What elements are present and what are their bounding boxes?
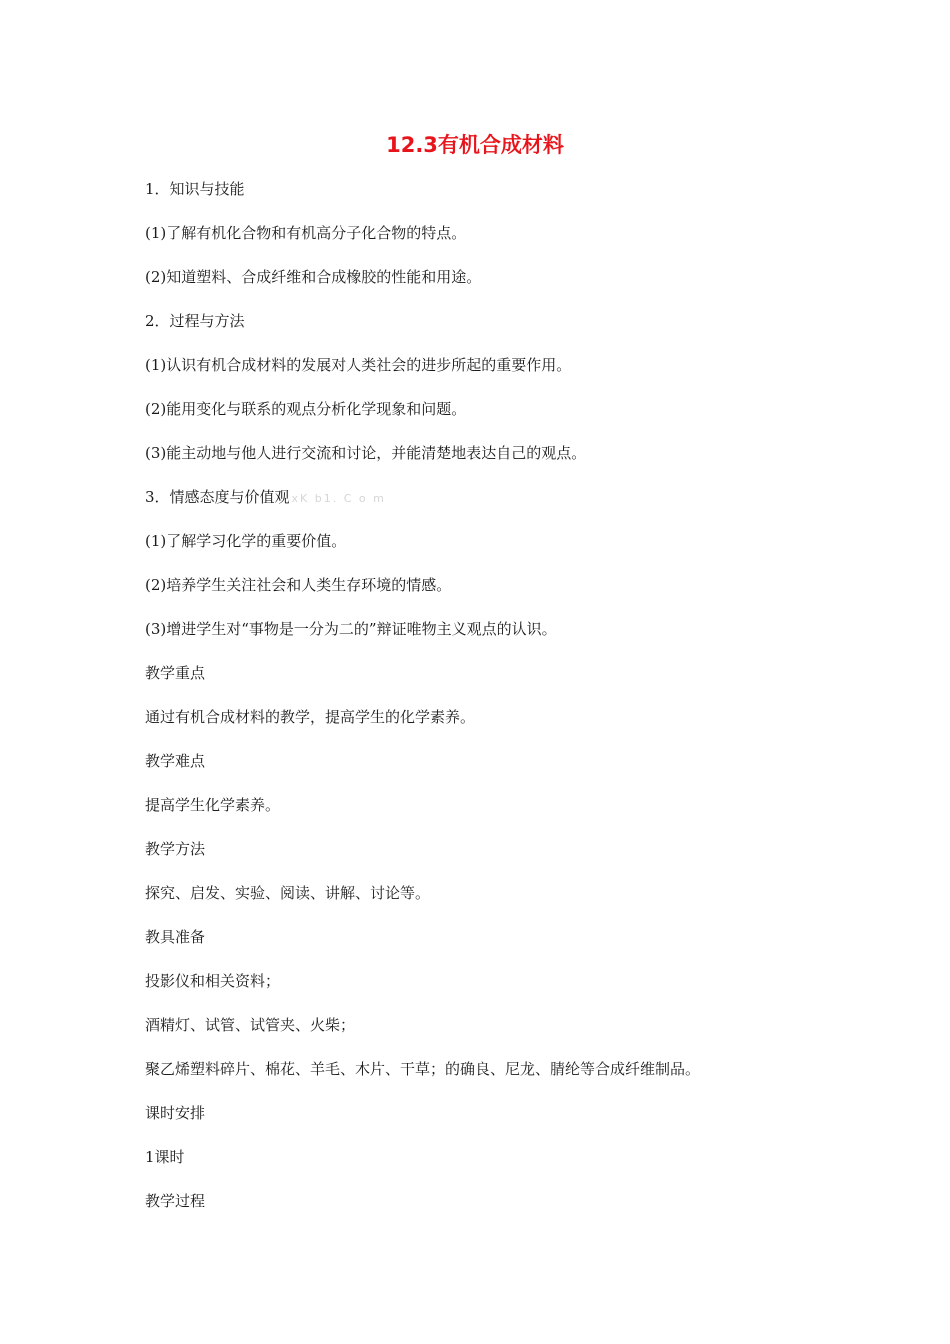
paragraph: 酒精灯、试管、试管夹、火柴； (145, 1016, 356, 1034)
heading-schedule: 课时安排 (145, 1104, 206, 1122)
list-item: (2)培养学生关注社会和人类生存环境的情感。 (145, 576, 452, 594)
heading-teaching-method: 教学方法 (145, 840, 206, 858)
heading-teaching-difficulty: 教学难点 (145, 752, 206, 770)
heading-teaching-focus: 教学重点 (145, 664, 206, 682)
list-item: (3)增进学生对“事物是一分为二的”辩证唯物主义观点的认识。 (145, 620, 557, 638)
paragraph: 1课时 (145, 1148, 185, 1166)
section-heading-values (145, 482, 845, 526)
section-heading-knowledge: 1．知识与技能 (145, 180, 245, 198)
paragraph: 提高学生化学素养。 (145, 796, 281, 814)
list-item: (1)了解有机化合物和有机高分子化合物的特点。 (145, 224, 467, 242)
list-item: (2)能用变化与联系的观点分析化学现象和问题。 (145, 400, 467, 418)
paragraph: 通过有机合成材料的教学，提高学生的化学素养。 (145, 708, 476, 726)
list-item: (1)认识有机合成材料的发展对人类社会的进步所起的重要作用。 (145, 356, 572, 374)
list-item: (2)知道塑料、合成纤维和合成橡胶的性能和用途。 (145, 268, 482, 286)
heading-teaching-process: 教学过程 (145, 1192, 206, 1210)
paragraph: 投影仪和相关资料； (145, 972, 281, 990)
heading-teaching-aids: 教具准备 (145, 928, 206, 946)
document-body (145, 174, 845, 1230)
watermark-text: xK b1. C o m (291, 492, 386, 505)
list-item: (1)了解学习化学的重要价值。 (145, 532, 347, 550)
section-heading-values-text: 3．情感态度与价值观 (145, 488, 290, 506)
page-title: 12.3有机合成材料 (386, 133, 564, 157)
section-heading-process: 2．过程与方法 (145, 312, 245, 330)
paragraph: 探究、启发、实验、阅读、讲解、讨论等。 (145, 884, 431, 902)
paragraph: 聚乙烯塑料碎片、棉花、羊毛、木片、干草；的确良、尼龙、腈纶等合成纤维制品。 (145, 1060, 701, 1078)
list-item: (3)能主动地与他人进行交流和讨论，并能清楚地表达自己的观点。 (145, 444, 587, 462)
